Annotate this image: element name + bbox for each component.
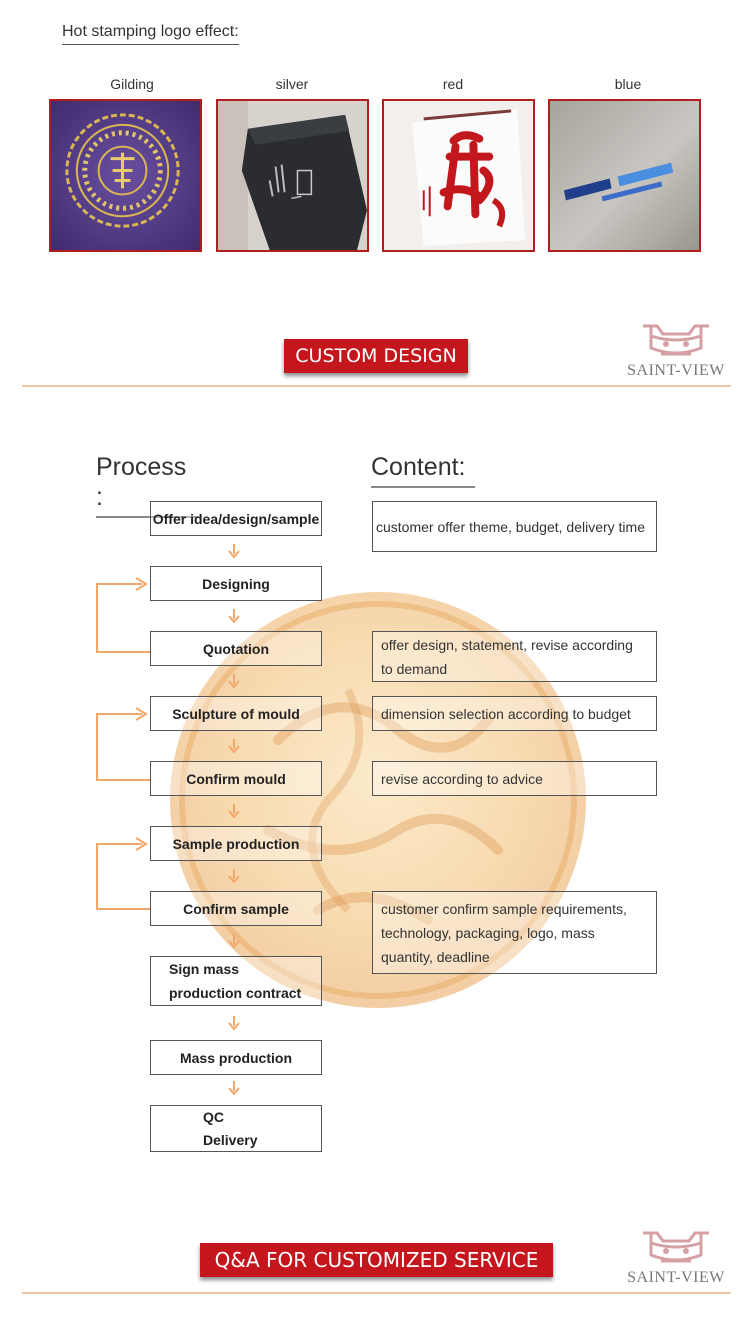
content-row-confirm-mould: revise according to advice bbox=[372, 761, 657, 796]
process-step-offer: Offer idea/design/sample bbox=[150, 501, 322, 536]
thumb-label-silver: silver bbox=[275, 76, 309, 92]
loop-arrow-icon bbox=[94, 576, 150, 658]
saint-view-logo-text: SAINT-VIEW bbox=[627, 1269, 725, 1286]
saint-view-emblem-icon bbox=[621, 320, 731, 362]
arrow-down-icon bbox=[228, 1016, 240, 1032]
process-step-quotation: Quotation bbox=[150, 631, 322, 666]
arrow-down-icon bbox=[228, 739, 240, 755]
content-row-offer: customer offer theme, budget, delivery time bbox=[372, 501, 657, 552]
saint-view-emblem-icon bbox=[621, 1227, 731, 1269]
content-row-sculpture: dimension selection according to budget bbox=[372, 696, 657, 731]
content-row-confirm-sample: customer confirm sample requirements, technology, packaging, logo, mass quantity, deadline bbox=[372, 891, 657, 974]
thumb-label-gilding: Gilding bbox=[110, 76, 154, 92]
silver-sample-image bbox=[216, 99, 369, 252]
content-heading: Content: bbox=[371, 452, 475, 488]
arrow-down-icon bbox=[228, 804, 240, 820]
saint-view-logo bbox=[621, 320, 731, 384]
saint-view-logo bbox=[621, 1227, 731, 1291]
gilding-sample-image bbox=[49, 99, 202, 252]
loop-arrow-icon bbox=[94, 706, 150, 788]
arrow-down-icon bbox=[228, 869, 240, 885]
hot-stamping-title: Hot stamping logo effect: bbox=[62, 22, 239, 45]
blue-sample-image bbox=[548, 99, 701, 252]
loop-arrow-icon bbox=[94, 836, 150, 918]
qa-banner: Q&A FOR CUSTOMIZED SERVICE bbox=[200, 1243, 553, 1277]
saint-view-logo-text: SAINT-VIEW bbox=[627, 362, 725, 379]
arrow-down-icon bbox=[228, 674, 240, 690]
process-step-qc-delivery: QC Delivery bbox=[150, 1105, 322, 1152]
red-sample-image bbox=[382, 99, 535, 252]
process-step-confirm-mould: Confirm mould bbox=[150, 761, 322, 796]
arrow-down-icon bbox=[228, 609, 240, 625]
thumb-label-blue: blue bbox=[614, 76, 642, 92]
process-step-sculpture: Sculpture of mould bbox=[150, 696, 322, 731]
process-step-sample-production: Sample production bbox=[150, 826, 322, 861]
arrow-down-icon bbox=[228, 1081, 240, 1097]
arrow-down-icon bbox=[228, 934, 240, 950]
process-step-designing: Designing bbox=[150, 566, 322, 601]
thumb-label-red: red bbox=[442, 76, 464, 92]
process-step-mass-production: Mass production bbox=[150, 1040, 322, 1075]
section-divider bbox=[22, 385, 731, 387]
process-step-sign-contract: Sign mass production contract bbox=[150, 956, 322, 1006]
content-row-quotation: offer design, statement, revise according to demand bbox=[372, 631, 657, 682]
custom-design-banner: CUSTOM DESIGN bbox=[284, 339, 468, 373]
process-heading: Process : bbox=[96, 452, 200, 518]
arrow-down-icon bbox=[228, 544, 240, 560]
section-divider bbox=[22, 1292, 731, 1294]
process-step-confirm-sample: Confirm sample bbox=[150, 891, 322, 926]
